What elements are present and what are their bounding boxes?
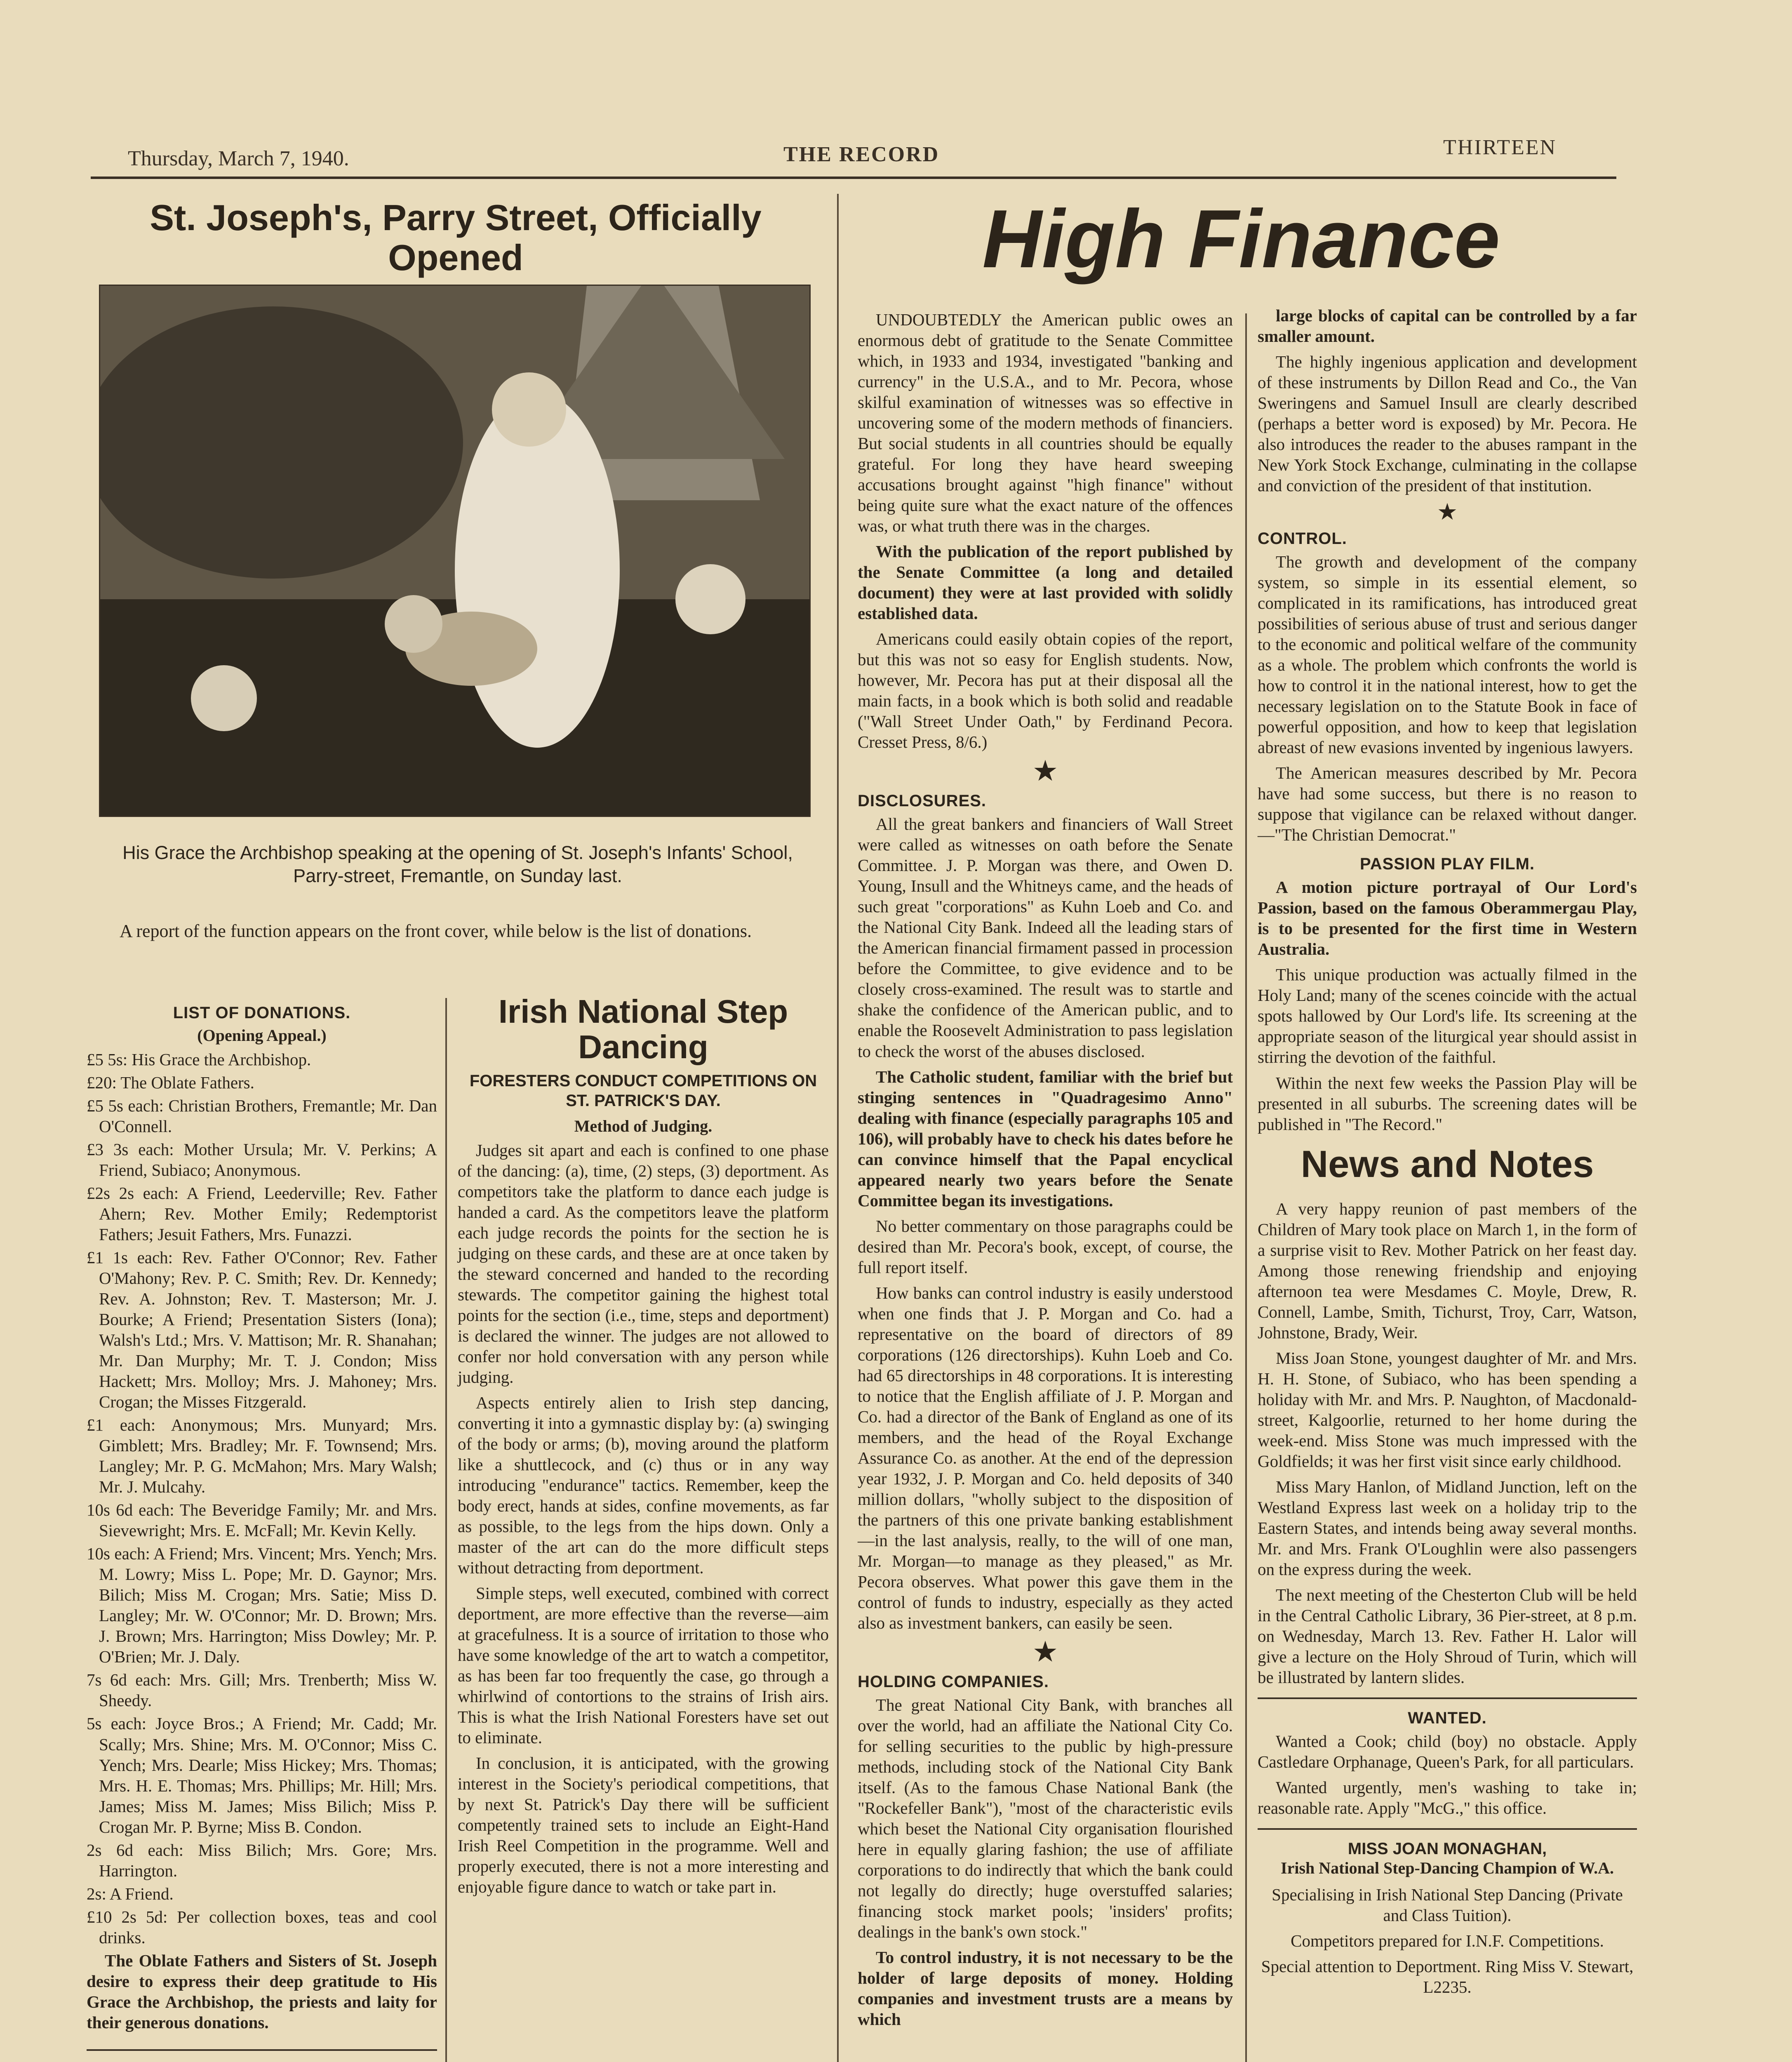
donation-entry: 2s 6d each: Miss Bilich; Mrs. Gore; Mrs. Harrington. — [87, 1840, 437, 1880]
report-intro: A report of the function appears on the front cover, while below is the list of donations. — [120, 921, 752, 941]
news-item: A very happy reunion of past members of the Children of Mary took place on March 1, in the form of a surprise visit to Rev. Mother Patrick on her feast day. Among those renewing friendship and enjoying afternoon tea were Mesdames C. Moyle, Drew, R. Connell, Lambe, Smith, Tichurst, Troy, Carr, Watson, Johnstone, Brady, Weir. — [1258, 1199, 1637, 1342]
finance-intro — [858, 309, 1233, 752]
donation-entry: 10s 6d each: The Beveridge Family; Mr. and Mrs. Sievewright; Mrs. E. McFall; Mr. Kevin Kelly. — [87, 1500, 437, 1540]
passion-film-head: PASSION PLAY FILM. — [1360, 855, 1535, 873]
irish-paragraph: Judges sit apart and each is confined to one phase of the dancing: (a), time, (2) steps, (3) deportment. As competitors take the platform to dance each judge is handed a card. As the competitors leave the platform each judge records the points for the section he is judging on these cards, and these are at once taken by the steward concerned and handed to the recording stewards. The competitor gaining the highest total points for the section (i.e., time, steps and deportment) is declared the winner. The judges are not allowed to confer nor hold conversation with any person while judging. — [458, 1140, 829, 1386]
donation-entry: 7s 6d each: Mrs. Gill; Mrs. Trenberth; Miss W. Sheedy. — [87, 1670, 437, 1710]
donation-entry: 5s each: Joyce Bros.; A Friend; Mr. Cadd; Mr. Scally; Mrs. Shine; Mrs. M. O'Connor; Miss C. Yench; Mrs. Dearle; Miss Hickey; Mrs. Thomas; Mrs. H. E. Thomas; Mrs. Phillips; Mr. Hill; Mrs. James; Miss M. James; Miss Bilich; Miss P. Crogan Mr. P. Byrne; Miss B. Condon. — [87, 1714, 437, 1836]
donation-entry: £10 2s 5d: Per collection boxes, teas and cool drinks. — [87, 1907, 437, 1947]
donations-title: LIST OF DONATIONS. — [173, 1004, 351, 1022]
news-items — [1258, 1198, 1637, 1688]
finance-column-2 — [1258, 305, 1637, 2002]
finance-paragraph: The Catholic student, familiar with the brief but stinging sentences in "Quadragesimo Anno" dealing with finance (especially paragraphs 105 and 106), will probably have to check his dates before he can convince himself that the Papal encyclical appeared nearly two years before the Senate Committee began its investigations. — [858, 1067, 1233, 1210]
donations-subtitle: (Opening Appeal.) — [197, 1026, 327, 1045]
donation-entry: 10s each: A Friend; Mrs. Vincent; Mrs. Yench; Mrs. M. Lowry; Miss L. Pope; Mr. D. Gaynor; Mrs. Bilich; Miss M. Crogan; Mrs. Satie; Miss D. Langley; Mr. W. O'Connor; Mr. D. Brown; Mrs. J. Brown; Mrs. Harrington; Miss Dowley; Mr. P. O'Brien; Mr. J. Daly. — [87, 1544, 437, 1667]
monaghan-ad-line: Competitors prepared for I.N.F. Competitions. — [1291, 1931, 1604, 1950]
section-divider — [1258, 1697, 1637, 1699]
holding-head: HOLDING COMPANIES. — [858, 1672, 1049, 1691]
donation-entry: £3 3s each: Mother Ursula; Mr. V. Perkins; A Friend, Subiaco; Anonymous. — [87, 1140, 437, 1180]
finance-title: High Finance — [982, 193, 1500, 285]
photo-caption: His Grace the Archbishop speaking at the opening of St. Joseph's Infants' School, Parry-street, Fremantle, on Sunday last. — [122, 842, 793, 887]
irish-title: Irish National Step Dancing — [498, 993, 788, 1066]
news-title: News and Notes — [1300, 1143, 1594, 1185]
donation-entry: £5 5s: His Grace the Archbishop. — [87, 1050, 311, 1069]
finance-paragraph: The highly ingenious application and development of these instruments by Dillon Read and Co., the Van Sweringens and Samuel Insull are clearly described (perhaps a better word is exposed) by Mr. Pecora. He also introduces the reader to the abuses rampant in the New York Stock Exchange, culminating in the collapse and conviction of the president of that institution. — [1258, 352, 1637, 495]
control-paragraph: The American measures described by Mr. Pecora have had some success, but there is no reason to suppose that vigilance can be relaxed without danger.—"The Christian Democrat." — [1258, 763, 1637, 845]
issue-date: Thursday, March 7, 1940. — [128, 147, 349, 170]
paper-name: THE RECORD — [783, 143, 940, 166]
section-divider — [1258, 1828, 1637, 1830]
news-item: Miss Joan Stone, youngest daughter of Mr. and Mrs. H. H. Stone, of Subiaco, who has been spending a holiday with Mr. and Mrs. P. Naughton, of Macdonald-street, Kalgoorlie, returned to her home during the week-end. Miss Stone was much impressed with the Goldfields; it was her first visit since early childhood. — [1258, 1348, 1637, 1471]
finance-paragraph: No better commentary on those paragraphs could be desired than Mr. Pecora's book, except, of course, the full report itself. — [858, 1216, 1233, 1277]
column-rule — [1245, 313, 1247, 2062]
finance-paragraph: With the publication of the report published by the Senate Committee (a long and detailed document) they were at last provided with solidly established data. — [858, 542, 1233, 623]
donation-entry: £20: The Oblate Fathers. — [87, 1073, 254, 1092]
finance-paragraph: UNDOUBTEDLY the American public owes an enormous debt of gratitude to the Senate Committee which, in 1933 and 1934, investigated "banking and currency" in the U.S.A., and to Mr. Pecora, whose skilful examination of witnesses was so effective in uncovering some of the modern methods of financiers. But social students in all countries should be equally grateful. For long they have heard sweeping accusations brought against "high finance" without being quite sure what the exact nature of the offences was, or what truth there was in the charges. — [858, 310, 1233, 536]
donation-entry: £1 1s each: Rev. Father O'Connor; Rev. Father O'Mahony; Rev. P. C. Smith; Rev. Dr. Kennedy; Rev. A. Johnston; Rev. T. Masterson; Mr. J. Bourke; A Friend; Presentation Sisters (Iona); Walsh's Ltd.; Mrs. V. Mattison; Mr. R. Shanahan; Mr. Dan Murphy; Mr. T. J. Condon; Miss Hackett; Mrs. Molloy; Mrs. J. Mahoney; Mrs. Crogan; the Misses Fitzgerald. — [87, 1248, 437, 1412]
page-number: THIRTEEN — [1443, 136, 1557, 159]
holding-body — [858, 1695, 1233, 2029]
method-head: Method of Judging. — [574, 1116, 713, 1135]
finance-continued — [1258, 305, 1637, 496]
passion-film-paragraph: A motion picture portrayal of Our Lord's Passion, based on the famous Oberammergau Play, is to be presented for the first time in Western Australia. — [1258, 878, 1637, 959]
monaghan-ad-title: Irish National Step-Dancing Champion of W.A. — [1281, 1858, 1614, 1877]
donation-entry: £5 5s each: Christian Brothers, Fremantle; Mr. Dan O'Connell. — [87, 1096, 437, 1136]
stjoseph-headline: St. Joseph's, Parry Street, Officially Opened — [150, 197, 762, 278]
monaghan-ad-line: Special attention to Deportment. Ring Miss V. Stewart, L2235. — [1261, 1957, 1634, 1997]
finance-column-1 — [858, 309, 1233, 2034]
irish-paragraph: In conclusion, it is anticipated, with the growing interest in the Society's periodical competitions, that by next St. Patrick's Day there will be sufficient competently trained sets to include an Eight-Hand Irish Reel Competition in the programme. Well and properly executed, there is not a more interesting and enjoyable figure dance to watch or take part in. — [458, 1754, 829, 1897]
irish-dancing-article — [458, 994, 829, 1902]
monaghan-ad-line: Specialising in Irish National Step Dancing (Private and Class Tuition). — [1272, 1885, 1623, 1925]
donation-entry: £1 each: Anonymous; Mrs. Munyard; Mrs. Gimblett; Mrs. Bradley; Mr. F. Townsend; Mrs. Langley; Mr. P. G. McMahon; Mrs. Mary Walsh; Mr. J. Mulcahy. — [87, 1415, 437, 1497]
disclosures-body — [858, 814, 1233, 1633]
passion-film-body — [1258, 877, 1637, 1134]
news-item: The next meeting of the Chesterton Club will be held in the Central Catholic Library, 36 Pier-street, at 8 p.m. on Wednesday, March 13. Rev. Father H. Lalor will give a lecture on the Holy Shroud of Turin, which will be illustrated by lantern slides. — [1258, 1585, 1637, 1687]
star-divider: ★ — [1437, 499, 1458, 525]
header-rule — [91, 177, 1616, 179]
disclosures-head: DISCLOSURES. — [858, 792, 987, 810]
wanted-item: Wanted urgently, men's washing to take in; reasonable rate. Apply "McG.," this office. — [1258, 1777, 1637, 1817]
passion-film-paragraph: Within the next few weeks the Passion Play will be presented in all suburbs. The screening dates will be published in "The Record." — [1258, 1073, 1637, 1134]
column-rule — [445, 998, 447, 2062]
wanted-item: Wanted a Cook; child (boy) no obstacle. Apply Castledare Orphanage, Queen's Park, for all particulars. — [1258, 1731, 1637, 1771]
donation-entry: 2s: A Friend. — [87, 1884, 174, 1903]
star-divider: ★ — [1032, 756, 1058, 788]
finance-paragraph: All the great bankers and financiers of Wall Street were called as witnesses on oath before the Senate Committee. J. P. Morgan was there, and Owen D. Young, Insull and the Whitneys came, and the heads of such great "corporations" as Kuhn Loeb and Co. and the National City Bank. Indeed all the leading stars of the American financial firmament passed in procession before the Committee, to give evidence and to be closely cross-examined. The result was to startle and shake the confidence of the American public, and to enable the Roosevelt Administration to pass legislation to check the worst of the abuses disclosed. — [858, 814, 1233, 1061]
finance-paragraph: Americans could easily obtain copies of the report, but this was not so easy for English students. Now, however, Mr. Pecora has put at their disposal all the main facts, in a book which is both solid and readable ("Wall Street Under Oath," by Ferdinand Pecora. Cresset Press, 8/6.) — [858, 629, 1233, 752]
control-head: CONTROL. — [1258, 530, 1347, 548]
star-divider: ★ — [1032, 1636, 1058, 1668]
finance-paragraph: large blocks of capital can be controlled by a far smaller amount. — [1258, 306, 1637, 346]
photo-illustration — [100, 286, 809, 816]
finance-paragraph: To control industry, it is not necessary to be the holder of large deposits of money. Holding companies and investment trusts are a means by which — [858, 1948, 1233, 2029]
control-paragraph: The growth and development of the company system, so simple in its essential element, so complicated in its ramifications, has introduced great possibilities of serious abuse of trust and serious danger to the economic and political welfare of the community as a whole. The problem which confronts the world is how to control it in the national interest, how to get the necessary legislation on to the Statute Book in face of powerful opposition, and how to keep that legislation abreast of new evasions invented by ingenious lawyers. — [1258, 552, 1637, 757]
monaghan-ad-name: MISS JOAN MONAGHAN, — [1348, 1839, 1547, 1858]
irish-paragraph: Aspects entirely alien to Irish step dancing, converting it into a gymnastic display by: (a) swinging of the body or arms; (b), moving around the platform like a shuttlecock, and (c) thus or in any way introducing "endurance" tactics. Remember, keep the body erect, hands at sides, confine movements, as far as possible, to the legs from the hips down. Only a master of the art can do the more difficult steps without detracting from deportment. — [458, 1393, 829, 1577]
donations-list — [87, 1049, 437, 1948]
news-item: Miss Mary Hanlon, of Midland Junction, left on the Westland Express last week on a holiday trip to the Eastern States, and intends being away several months. Mr. and Mrs. Frank O'Loughlin were also passengers on the express during the week. — [1258, 1477, 1637, 1579]
irish-paragraph: Simple steps, well executed, combined with correct deportment, are more effective than the reverse—aim at gracefulness. It is a source of irritation to those who have some knowledge of the art to watch a competitor, as has been far too frequently the case, go through a whirlwind of contortions to the strains of Irish airs. This is what the Irish National Foresters have set out to eliminate. — [458, 1584, 829, 1747]
finance-paragraph: The great National City Bank, with branches all over the world, had an affiliate the National City Co. for selling securities to the public by high-pressure methods, including stock of the National City Bank itself. (As to the famous Chase National Bank (the "Rockefeller Bank"), "most of the characteristic evils which beset the National City organisation flourished here in equally glaring fashion; the use of affiliate corporations to do indirectly that which the bank could not legally do directly; huge overstuffed salaries; financing stock market pools; 'insiders' profits; dealings in the bank's own stock." — [858, 1695, 1233, 1942]
oblate-note: The Oblate Fathers and Sisters of St. Joseph desire to express their deep gratitude to His Grace the Archbishop, the priests and laity for their generous donations. — [87, 1951, 437, 2032]
irish-subtitle: FORESTERS CONDUCT COMPETITIONS ON ST. PATRICK'S DAY. — [469, 1071, 817, 1110]
column-rule — [837, 194, 839, 2062]
wanted-head: WANTED. — [1408, 1709, 1487, 1727]
donation-entry: £2s 2s each: A Friend, Leederville; Rev. Father Ahern; Rev. Mother Emily; Redemptorist Fathers; Jesuit Fathers, Mrs. Funazzi. — [87, 1184, 437, 1244]
archbishop-photo — [99, 285, 811, 817]
section-divider — [87, 2049, 437, 2051]
passion-film-paragraph: This unique production was actually filmed in the Holy Land; many of the scenes coincide with the actual spots hallowed by Our Lord's life. Its screening at the appropriate season of the liturgical year should assist in stirring the devotion of the faithful. — [1258, 965, 1637, 1067]
donations-column — [87, 998, 437, 2062]
finance-paragraph: How banks can control industry is easily understood when one finds that J. P. Morgan and Co. had a representative on the board of directors of 89 corporations (126 directorships). Kuhn Loeb and Co. had 65 directorships in 48 corporations. It is interesting to notice that the English affiliate of J. P. Morgan and Co. had a director of the Bank of England as one of its members, and the head of the Royal Exchange Assurance Co. as another. At the end of the depression year 1932, J. P. Morgan and Co. held deposits of 340 million dollars, "wholly subject to the disposition of the partners of this one private banking establishment—in the last analysis, really, to the will of one man, Mr. Morgan—to manage as they pleased," as Mr. Pecora observes. What power this gave them in the control of funds to industry, especially as they acted also as investment bankers, can easily be seen. — [858, 1283, 1233, 1632]
